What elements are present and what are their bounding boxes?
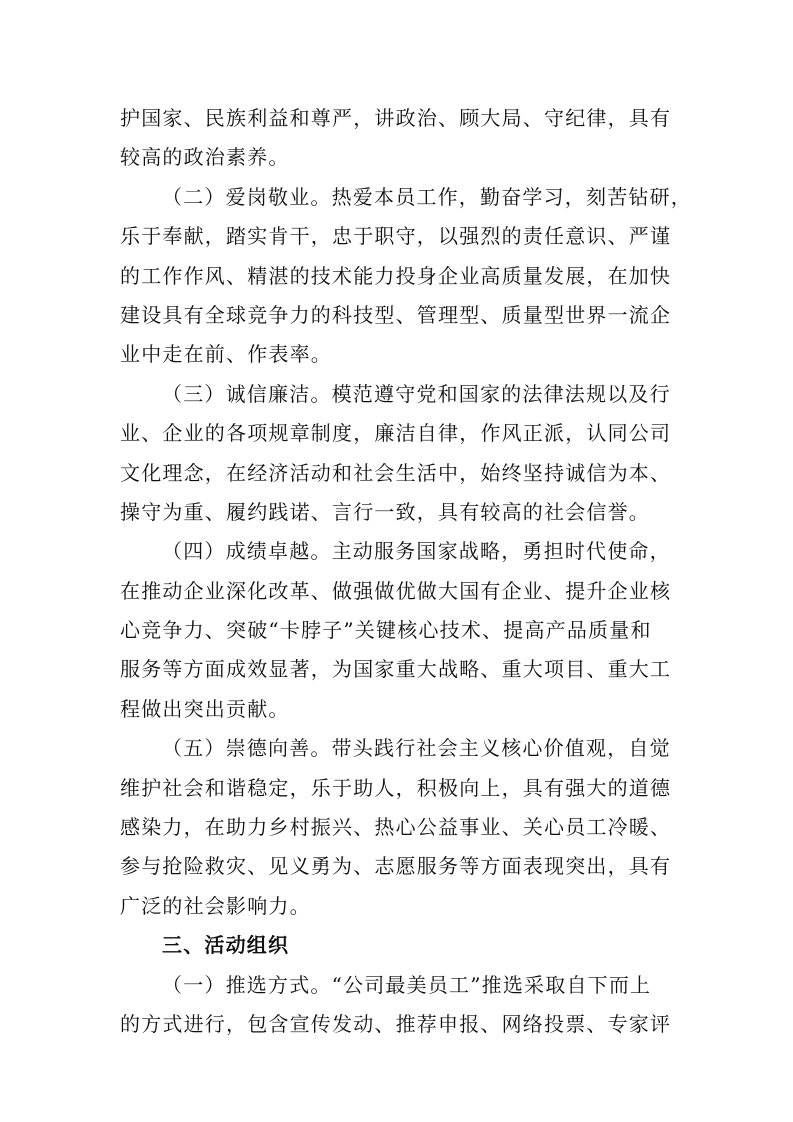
text-line: 业中走在前、作表率。	[120, 342, 332, 367]
text-line: 文化理念，在经济活动和社会生活中，始终坚持诚信为本、	[120, 460, 672, 485]
text-line: 建设具有全球竞争力的科技型、管理型、质量型世界一流企	[120, 302, 672, 327]
text-line: 较高的政治素养。	[120, 145, 290, 170]
text-line: 乐于奉献，踏实肯干，忠于职守，以强烈的责任意识、严谨	[120, 224, 672, 249]
text-line: （四）成绩卓越。主动服务国家战略，勇担时代使命，	[162, 539, 671, 564]
text-line: （二）爱岗敬业。热爱本员工作，勤奋学习，刻苦钻研，	[162, 184, 692, 209]
text-line: 程做出突出贡献。	[120, 696, 290, 721]
body-text	[120, 99, 692, 1044]
text-line: （三）诚信廉洁。模范遵守党和国家的法律法规以及行	[162, 381, 671, 406]
text-line: （一）推选方式。“公司最美员工”推选采取自下而上	[162, 972, 652, 997]
text-line: 业、企业的各项规章制度，廉洁自律，作风正派，认同公司	[120, 421, 672, 446]
text-line: 护国家、民族利益和尊严，讲政治、顾大局、守纪律，具有	[120, 106, 672, 130]
text-line: 的方式进行，包含宣传发动、推荐申报、网络投票、专家评	[120, 1011, 672, 1036]
text-line: 的工作作风、精湛的技术能力投身企业高质量发展，在加快	[120, 263, 672, 288]
text-line: 心竞争力、突破“卡脖子”关键核心技术、提高产品质量和	[120, 618, 652, 643]
text-line: 维护社会和谐稳定，乐于助人，积极向上，具有强大的道德	[120, 775, 672, 800]
text-line: 服务等方面成效显著，为国家重大战略、重大项目、重大工	[120, 657, 672, 682]
text-line: 操守为重、履约践诺、言行一致，具有较高的社会信誉。	[120, 499, 650, 524]
section-heading: 三、活动组织	[162, 933, 290, 958]
text-line: （五）崇德向善。带头践行社会主义核心价值观，自觉	[162, 736, 671, 761]
text-line: 感染力，在助力乡村振兴、热心公益事业、关心员工冷暖、	[120, 815, 672, 840]
text-line: 在推动企业深化改革、做强做优做大国有企业、提升企业核	[120, 578, 672, 603]
document-body	[120, 99, 692, 1044]
text-line: 广泛的社会影响力。	[120, 893, 311, 918]
text-line: 参与抢险救灾、见义勇为、志愿服务等方面表现突出，具有	[120, 854, 672, 879]
